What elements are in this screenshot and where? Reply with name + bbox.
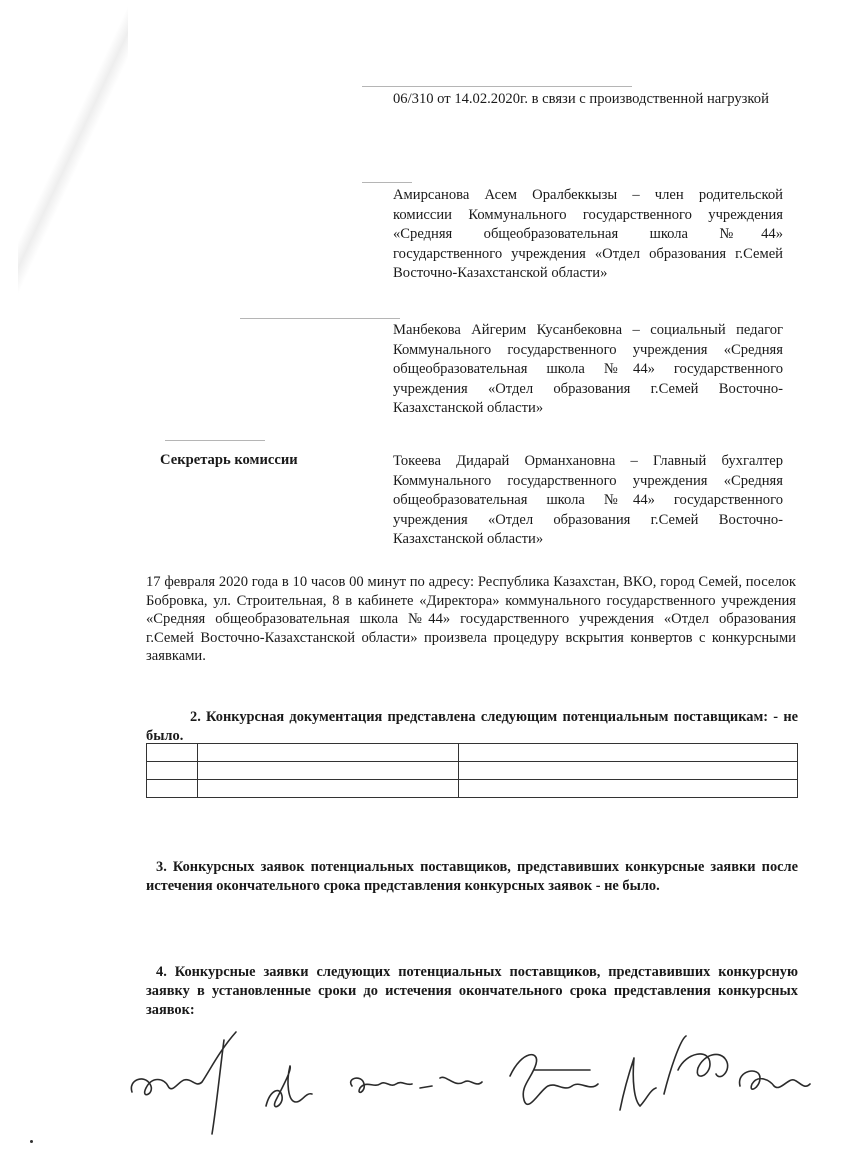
table-row — [147, 744, 798, 762]
separator-rule — [240, 318, 400, 319]
signature-7 — [740, 1071, 810, 1089]
table-row — [147, 780, 798, 798]
signature-6 — [678, 1054, 728, 1077]
member-text: 06/310 от 14.02.2020г. в связи с производственной нагрузкой — [393, 91, 769, 107]
table-cell — [147, 780, 198, 798]
separator-rule — [362, 86, 632, 87]
section-3-heading: 3. Конкурсных заявок потенциальных поставщиков, представивших конкурсные заявки после истечения окончательного срока представления конкурсных заявок - не было. — [146, 859, 798, 894]
table-cell — [459, 780, 798, 798]
signature-1 — [131, 1032, 236, 1134]
signature-5 — [620, 1036, 686, 1110]
section-4-heading: 4. Конкурсные заявки следующих потенциальных поставщиков, представивших конкурсную заявку в установленные сроки до истечения окончательного срока представления конкурсных заявок: — [146, 964, 798, 1018]
table-cell — [198, 780, 459, 798]
table-cell — [198, 762, 459, 780]
scan-speck — [30, 1140, 33, 1143]
table-cell — [459, 744, 798, 762]
member-text: Манбекова Айгерим Кусанбековна – социальный педагог Коммунального государственного учреждения «Средняя общеобразовательная школа №44» государственного учреждения «Отдел образования г.Семей Восточно-Казахстанской области» — [393, 322, 783, 416]
member-text: Амирсанова Асем Оралбеккызы – член родительской комиссии Коммунального государственного учреждения «Средняя общеобразовательная школа №44» государственного учреждения «Отдел образования г.Семей Восточно-Казахстанской области» — [393, 187, 783, 281]
separator-rule — [362, 182, 412, 183]
table-cell — [198, 744, 459, 762]
secretary-block — [393, 452, 783, 550]
signature-4 — [510, 1055, 598, 1105]
secretary-role-label: Секретарь комиссии — [160, 452, 298, 468]
member-block-3 — [393, 321, 783, 419]
member-block-2 — [393, 186, 783, 284]
table-cell — [147, 762, 198, 780]
section-2-heading: 2. Конкурсная документация представлена следующим потенциальным поставщикам: - не было. — [146, 709, 798, 744]
separator-rule — [165, 440, 265, 441]
signature-3 — [351, 1077, 482, 1092]
table-cell — [459, 762, 798, 780]
table-cell — [147, 744, 198, 762]
secretary-text: Токеева Дидарай Орманхановна – Главный бухгалтер Коммунального государственного учреждения «Средняя общеобразовательная школа №44» государственного учреждения «Отдел образования г.Семей Восточно-Казахстанской области» — [393, 453, 783, 547]
table-row — [147, 762, 798, 780]
scan-artifact — [18, 0, 128, 300]
opening-paragraph: 17 февраля 2020 года в 10 часов 00 минут по адресу: Республика Казахстан, ВКО, город Семей, поселок Бобровка, ул. Строительная, 8 в кабинете «Директора» коммунального государственного учреждения «Средняя общеобразовательная школа №44» государственного учреждения «Отдел образования г.Семей Восточно-Казахстанской области» произвела процедуру вскрытия конвертов с конкурсными заявками. — [146, 574, 796, 664]
member-block-1 — [393, 90, 783, 110]
signature-2 — [266, 1066, 312, 1107]
suppliers-table — [146, 743, 798, 798]
signatures-row — [120, 1030, 820, 1150]
